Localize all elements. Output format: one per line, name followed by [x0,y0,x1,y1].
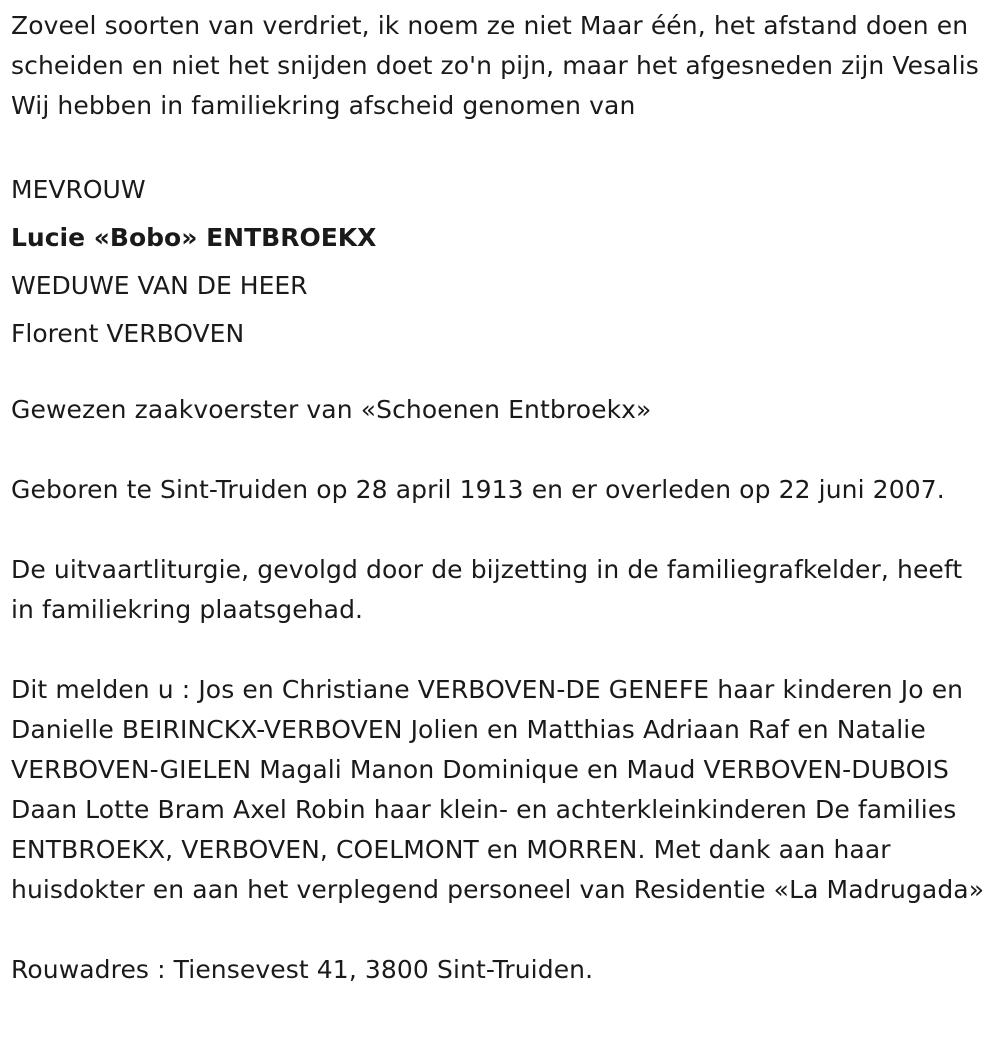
deceased-spouse: Florent VERBOVEN [11,319,245,348]
spacer [11,430,990,470]
spacer [11,358,990,390]
deceased-title: MEVROUW [11,175,146,204]
birth-death-text: Geboren te Sint-Truiden op 28 april 1913 en er overleden op 22 juni 2007. [11,475,945,504]
spacer [11,910,990,950]
spacer [11,126,990,166]
deceased-relation: WEDUWE VAN DE HEER [11,271,308,300]
spacer [11,630,990,670]
announcement-text: Dit melden u : Jos en Christiane VERBOVEN-DE GENEFE haar kinderen Jo en Danielle BEIRINCKX-VERBOVEN Jolien en Matthias Adriaan Raf en Natalie VERBOVEN-GIELEN Magali Manon Dominique en Maud VERBOVEN-DUBOIS Daan Lotte Bram Axel Robin haar klein- en achterkleinkinderen De families ENTBROEKX, VERBOVEN, COELMONT en MORREN. Met dank aan haar huisdokter en aan het verplegend personeel van Residentie «La Madrugada» [11,675,985,904]
opening-verse: Zoveel soorten van verdriet, ik noem ze niet Maar één, het afstand doen en scheiden en niet het snijden doet zo'n pijn, maar het afgesneden zijn Vesalis Wij hebben in familiekring afscheid genomen van [11,11,979,120]
funeral-text: De uitvaartliturgie, gevolgd door de bijzetting in de familiegrafkelder, heeft in familiekring plaatsgehad. [11,555,963,624]
spacer [11,510,990,550]
occupation-text: Gewezen zaakvoerster van «Schoenen Entbroekx» [11,395,652,424]
deceased-name: Lucie «Bobo» ENTBROEKX [11,223,377,252]
mourning-address: Rouwadres : Tiensevest 41, 3800 Sint-Truiden. [11,955,594,984]
